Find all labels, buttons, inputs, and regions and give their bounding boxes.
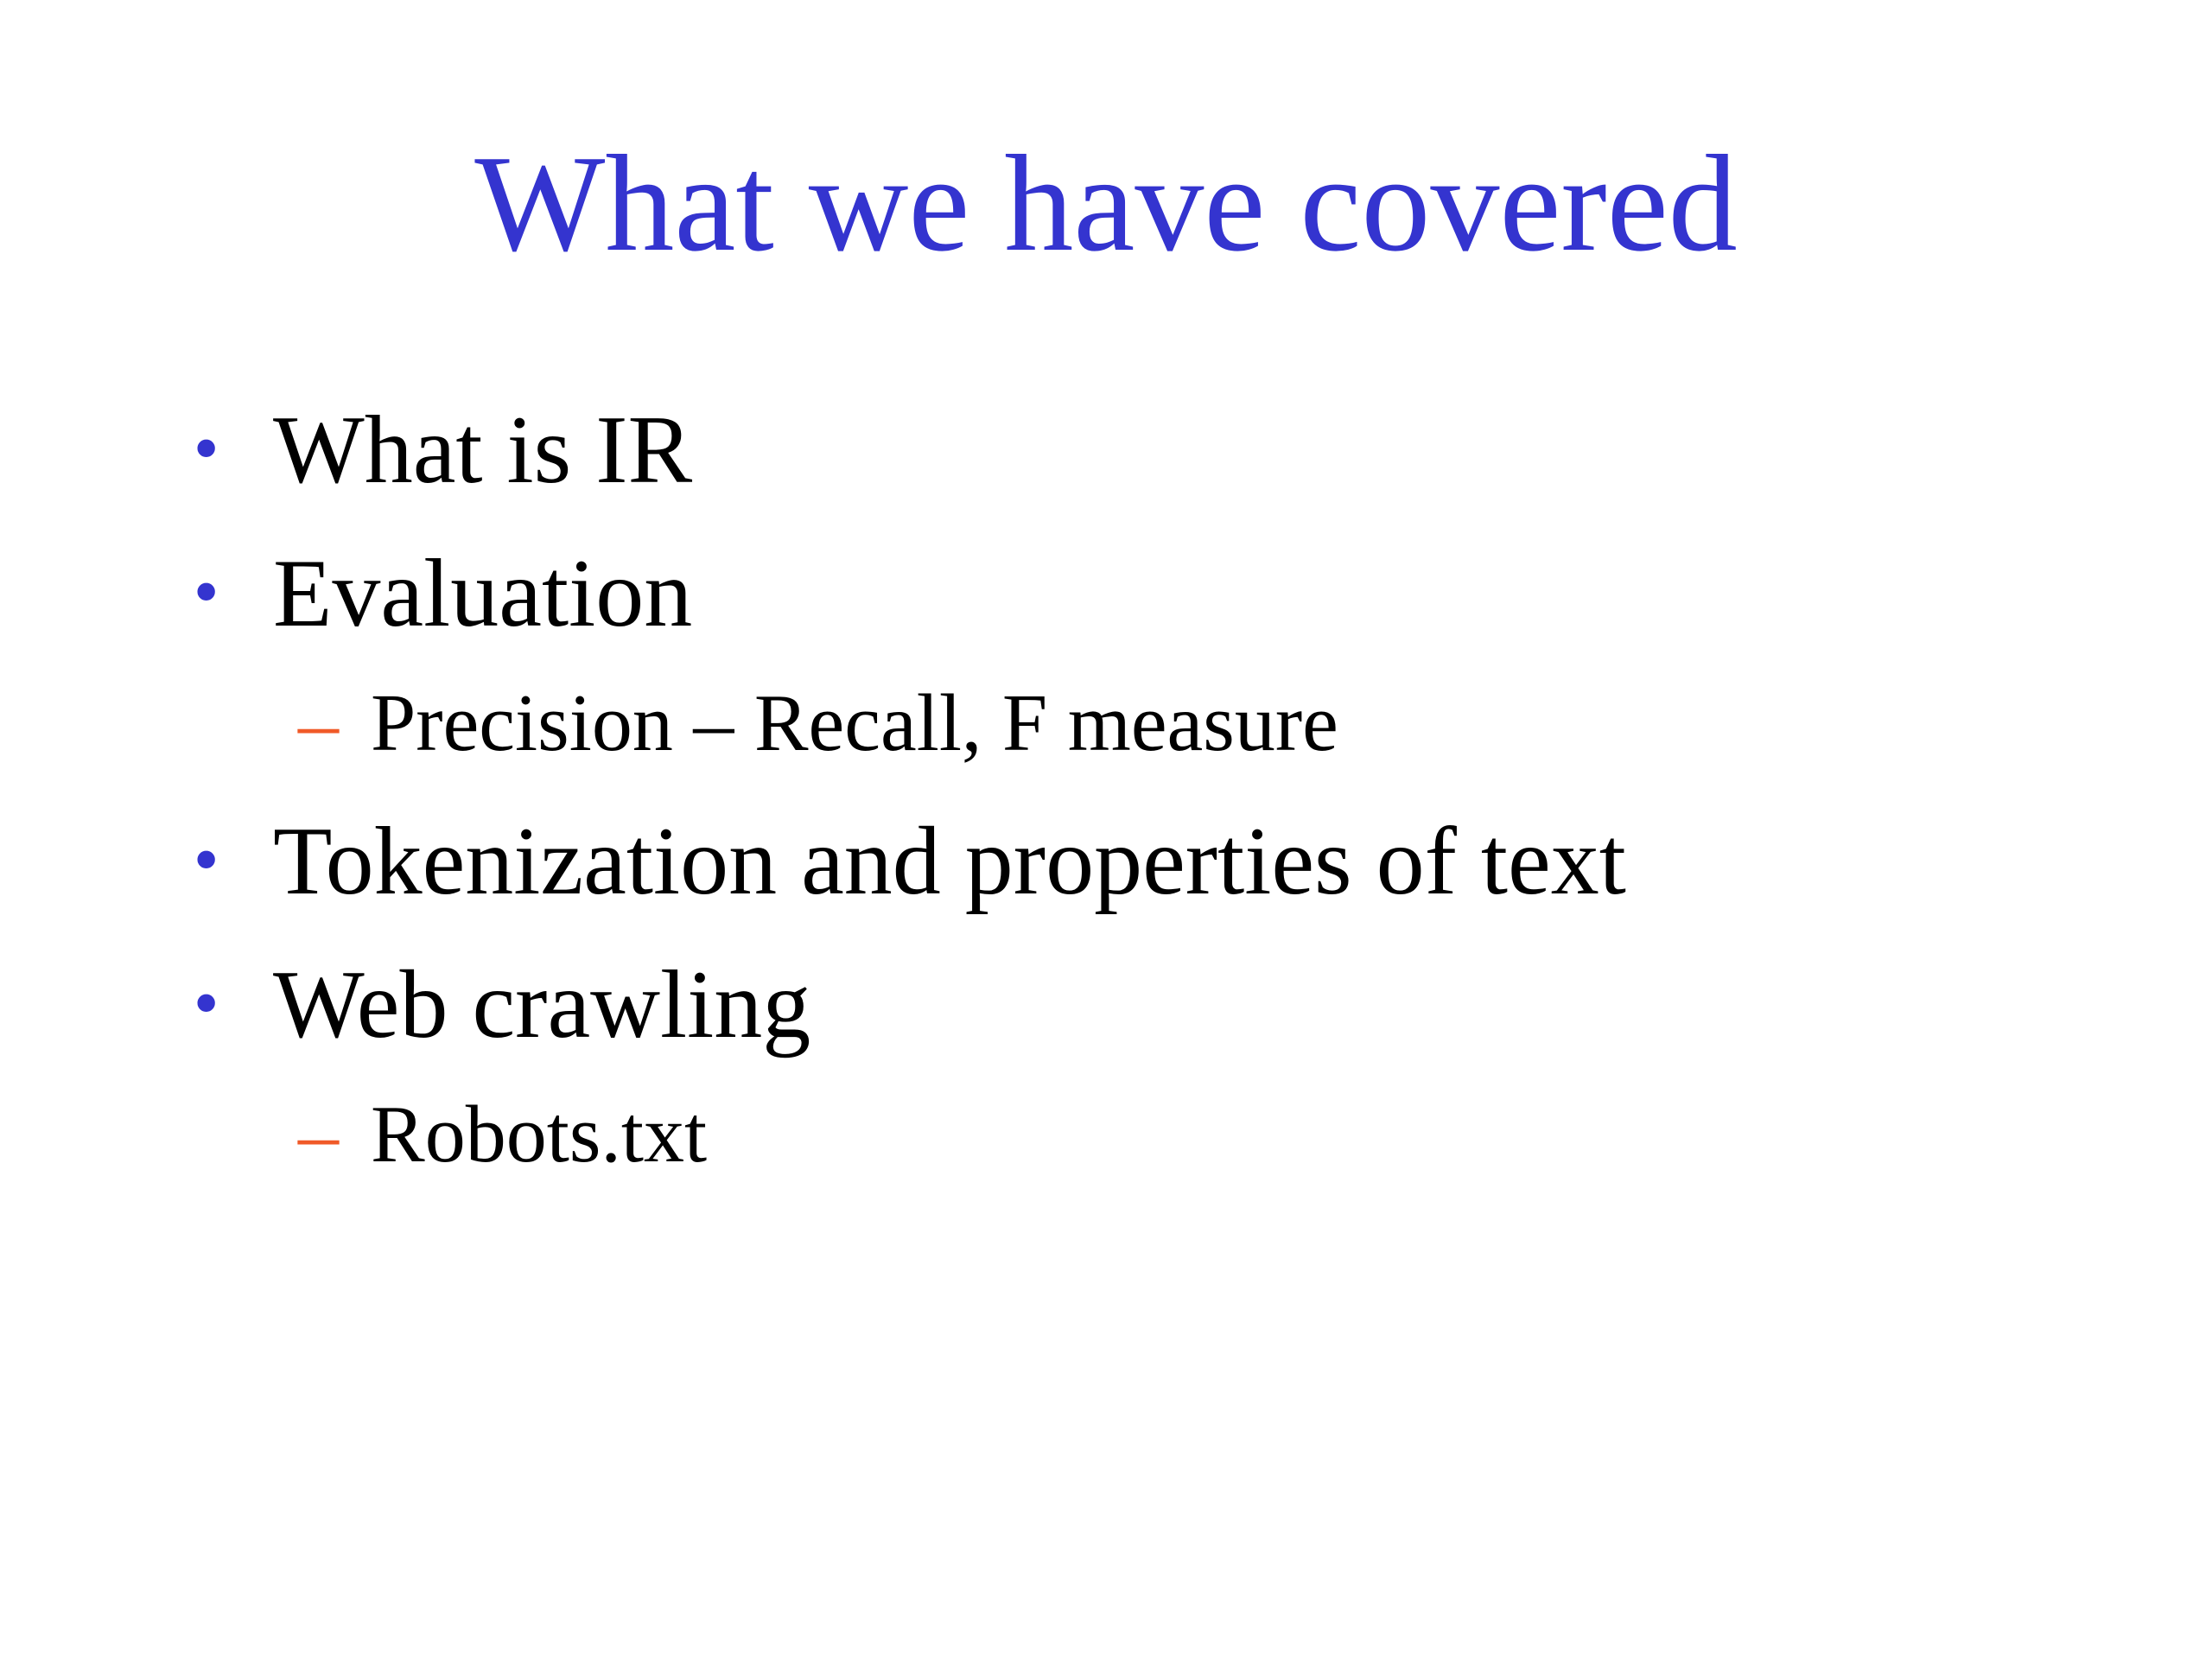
bullet-text: Tokenization and properties of text — [273, 808, 1626, 915]
dash-marker-icon: – — [298, 678, 339, 768]
bullet-text: Web crawling — [273, 951, 811, 1058]
sub-item-precision-recall — [298, 676, 1338, 771]
bullet-item-what-is-ir — [188, 394, 692, 506]
bullet-text: Evaluation — [273, 540, 693, 647]
sub-item-robots-txt — [298, 1087, 707, 1182]
bullet-marker-icon: • — [188, 415, 225, 486]
bullet-marker-icon: • — [188, 558, 225, 629]
bullet-marker-icon: • — [188, 826, 225, 897]
sub-item-text: Precision – Recall, F measure — [371, 678, 1338, 768]
bullet-item-web-crawling — [188, 949, 810, 1061]
slide-title: What we have covered — [474, 126, 1738, 280]
bullet-item-evaluation — [188, 537, 692, 650]
bullet-item-tokenization — [188, 805, 1626, 918]
dash-marker-icon: – — [298, 1090, 339, 1179]
bullet-text: What is IR — [273, 397, 693, 504]
bullet-marker-icon: • — [188, 969, 225, 1040]
sub-item-text: Robots.txt — [371, 1090, 708, 1179]
